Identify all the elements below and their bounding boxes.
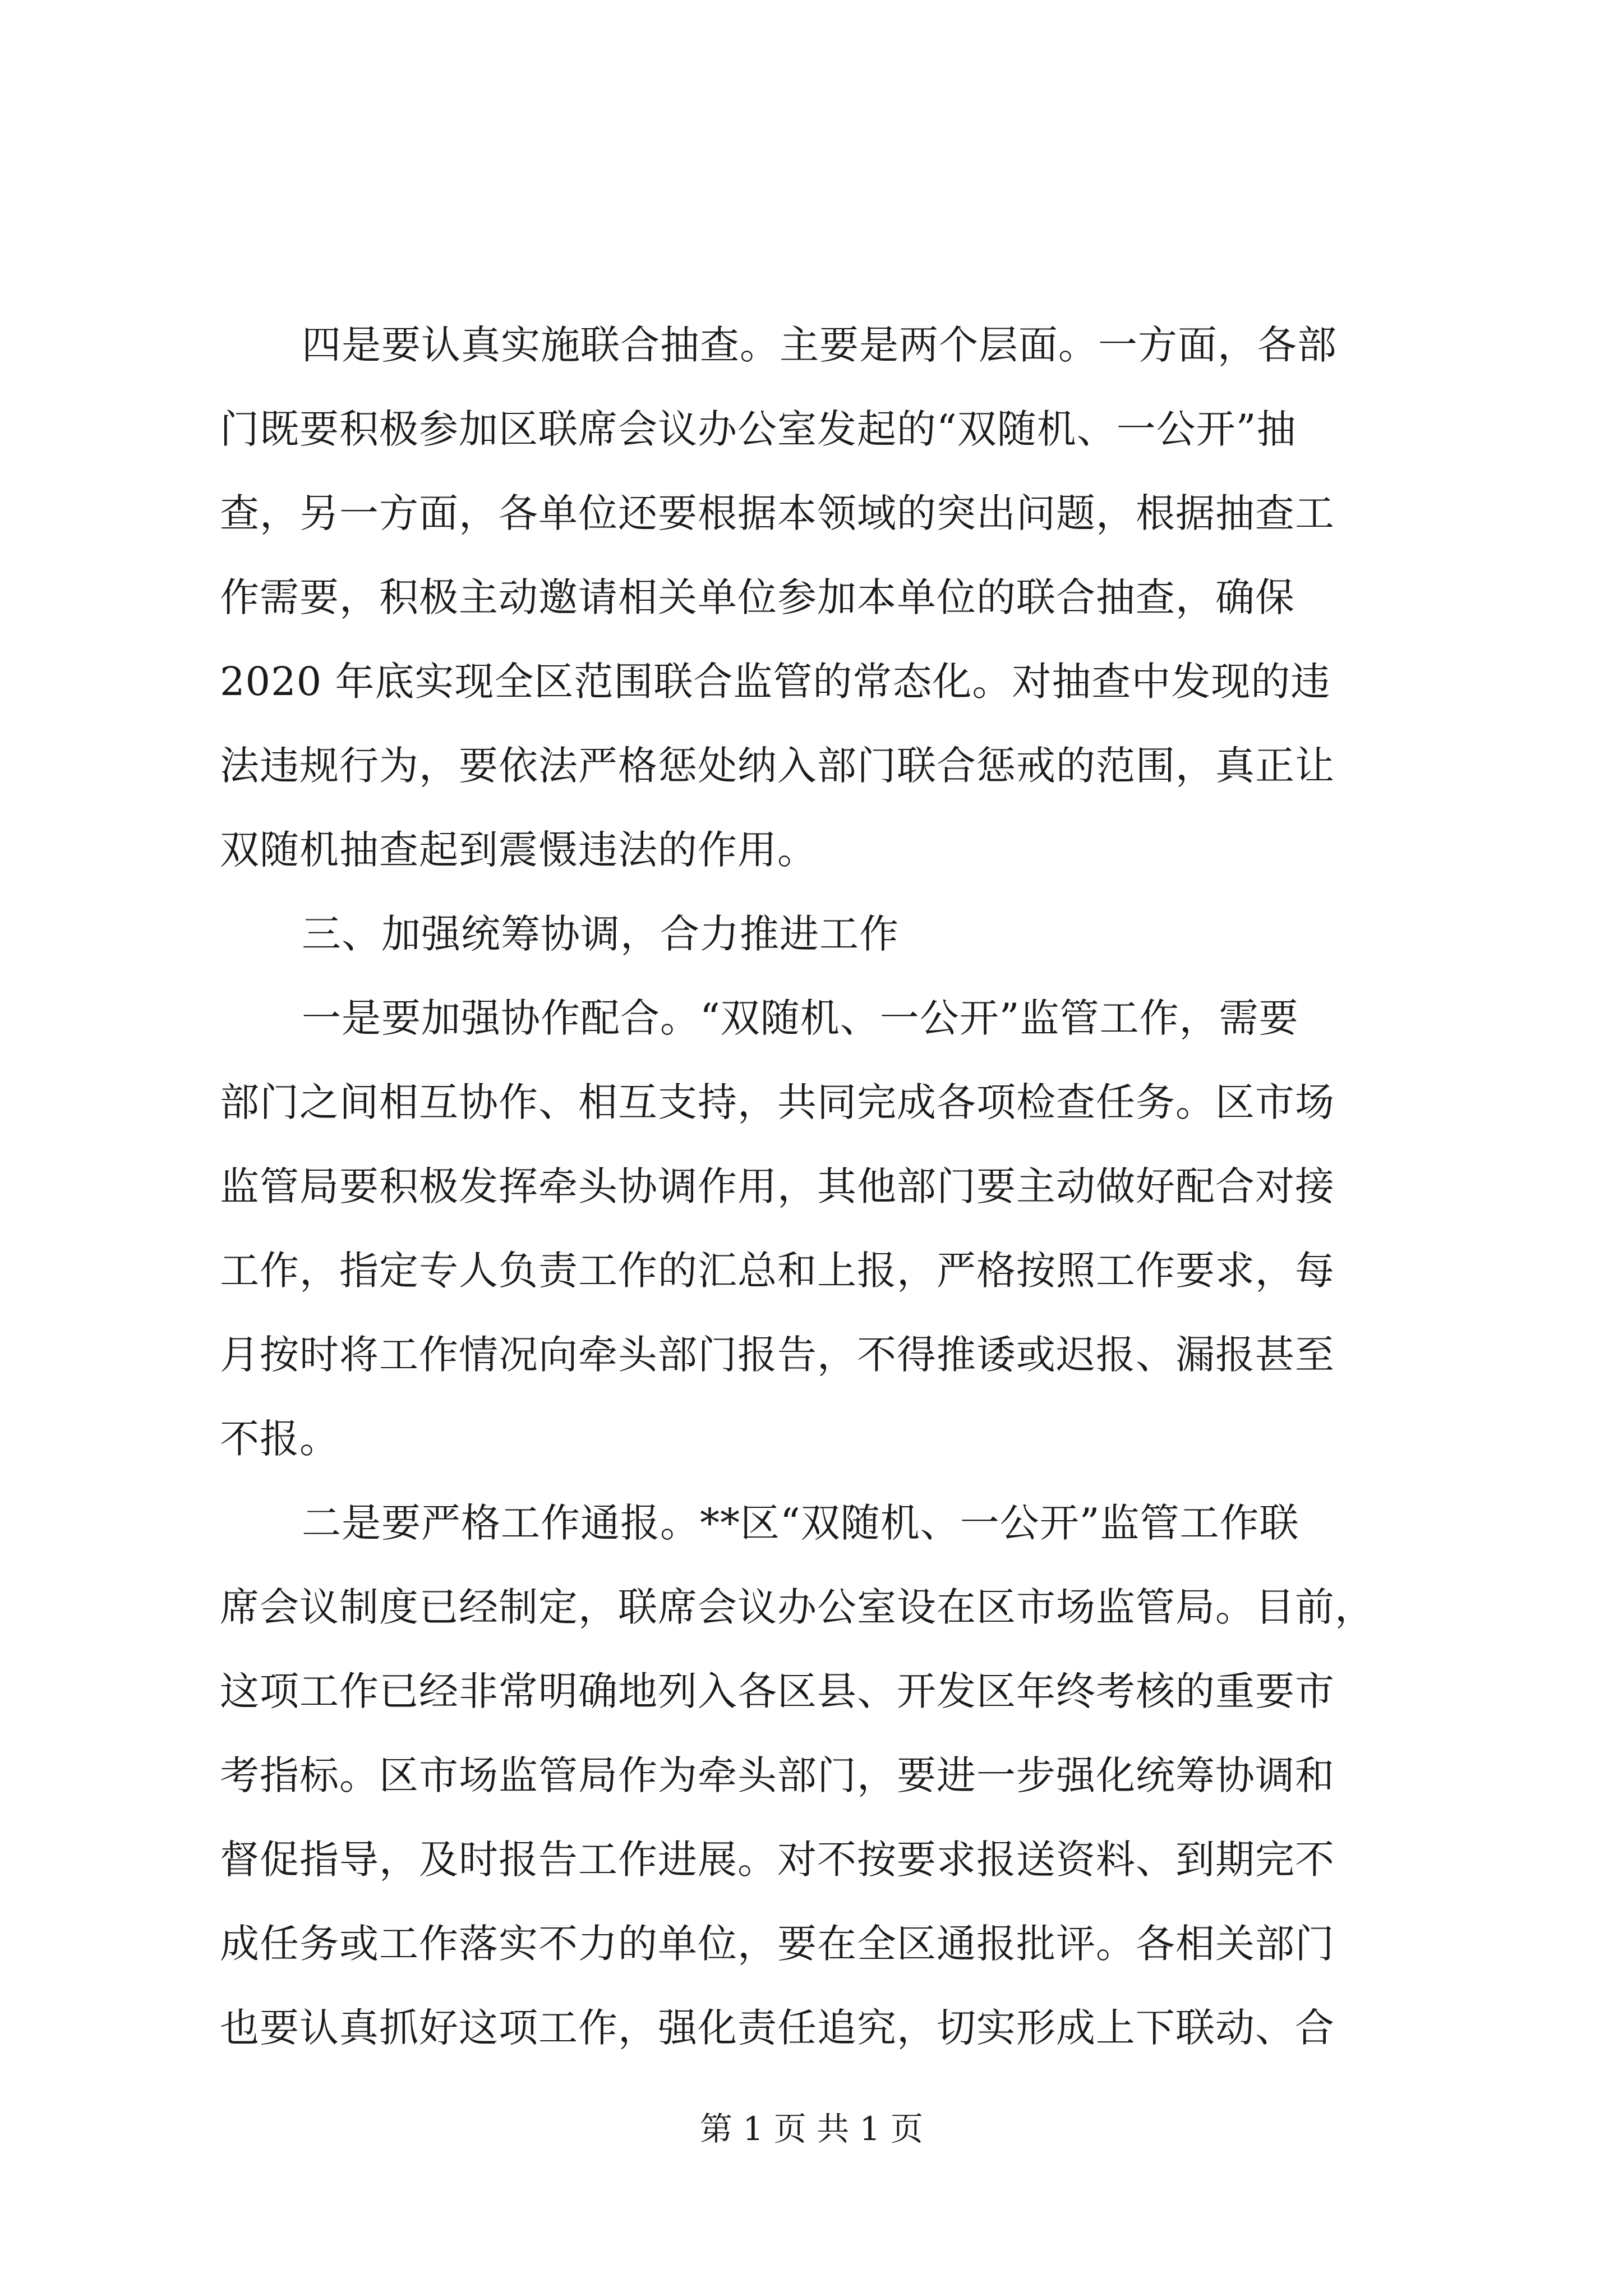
paragraph-line: 成任务或工作落实不力的单位，要在全区通报批评。各相关部门 <box>220 1921 1335 1967</box>
paragraph-line: 二是要严格工作通报。**区“双随机、一公开”监管工作联 <box>302 1500 1299 1546</box>
paragraph-line: 席会议制度已经制定，联席会议办公室设在区市场监管局。目前， <box>220 1584 1375 1630</box>
paragraph-line: 作需要，积极主动邀请相关单位参加本单位的联合抽查，确保 <box>220 574 1295 620</box>
paragraph-line: 四是要认真实施联合抽查。主要是两个层面。一方面，各部 <box>302 322 1337 368</box>
paragraph-line: 考指标。区市场监管局作为牵头部门，要进一步强化统筹协调和 <box>220 1752 1335 1798</box>
paragraph-line: 督促指导，及时报告工作进展。对不按要求报送资料、到期完不 <box>220 1837 1335 1883</box>
paragraph-line: 门既要积极参加区联席会议办公室发起的“双随机、一公开”抽 <box>220 406 1297 452</box>
page-number-footer: 第 1 页 共 1 页 <box>700 2110 923 2148</box>
paragraph-line: 也要认真抓好这项工作，强化责任追究，切实形成上下联动、合 <box>220 2005 1335 2051</box>
paragraph-line: 监管局要积极发挥牵头协调作用，其他部门要主动做好配合对接 <box>220 1163 1335 1209</box>
paragraph-line: 2020 年底实现全区范围联合监管的常态化。对抽查中发现的违 <box>220 659 1331 705</box>
paragraph-line: 部门之间相互协作、相互支持，共同完成各项检查任务。区市场 <box>220 1079 1335 1125</box>
paragraph-line: 工作，指定专人负责工作的汇总和上报，严格按照工作要求，每 <box>220 1248 1335 1294</box>
document-body <box>220 303 1445 2070</box>
paragraph-line: 查，另一方面，各单位还要根据本领域的突出问题，根据抽查工 <box>220 490 1335 536</box>
paragraph-line: 这项工作已经非常明确地列入各区县、开发区年终考核的重要市 <box>220 1668 1335 1714</box>
paragraph-line: 不报。 <box>220 1416 339 1462</box>
paragraph-line: 一是要加强协作配合。“双随机、一公开”监管工作，需要 <box>302 995 1299 1041</box>
paragraph-line: 双随机抽查起到震慑违法的作用。 <box>220 827 817 873</box>
section-heading: 三、加强统筹协调，合力推进工作 <box>302 911 899 957</box>
paragraph-line: 月按时将工作情况向牵头部门报告，不得推诿或迟报、漏报甚至 <box>220 1332 1335 1378</box>
paragraph-line: 法违规行为，要依法严格惩处纳入部门联合惩戒的范围，真正让 <box>220 743 1335 789</box>
